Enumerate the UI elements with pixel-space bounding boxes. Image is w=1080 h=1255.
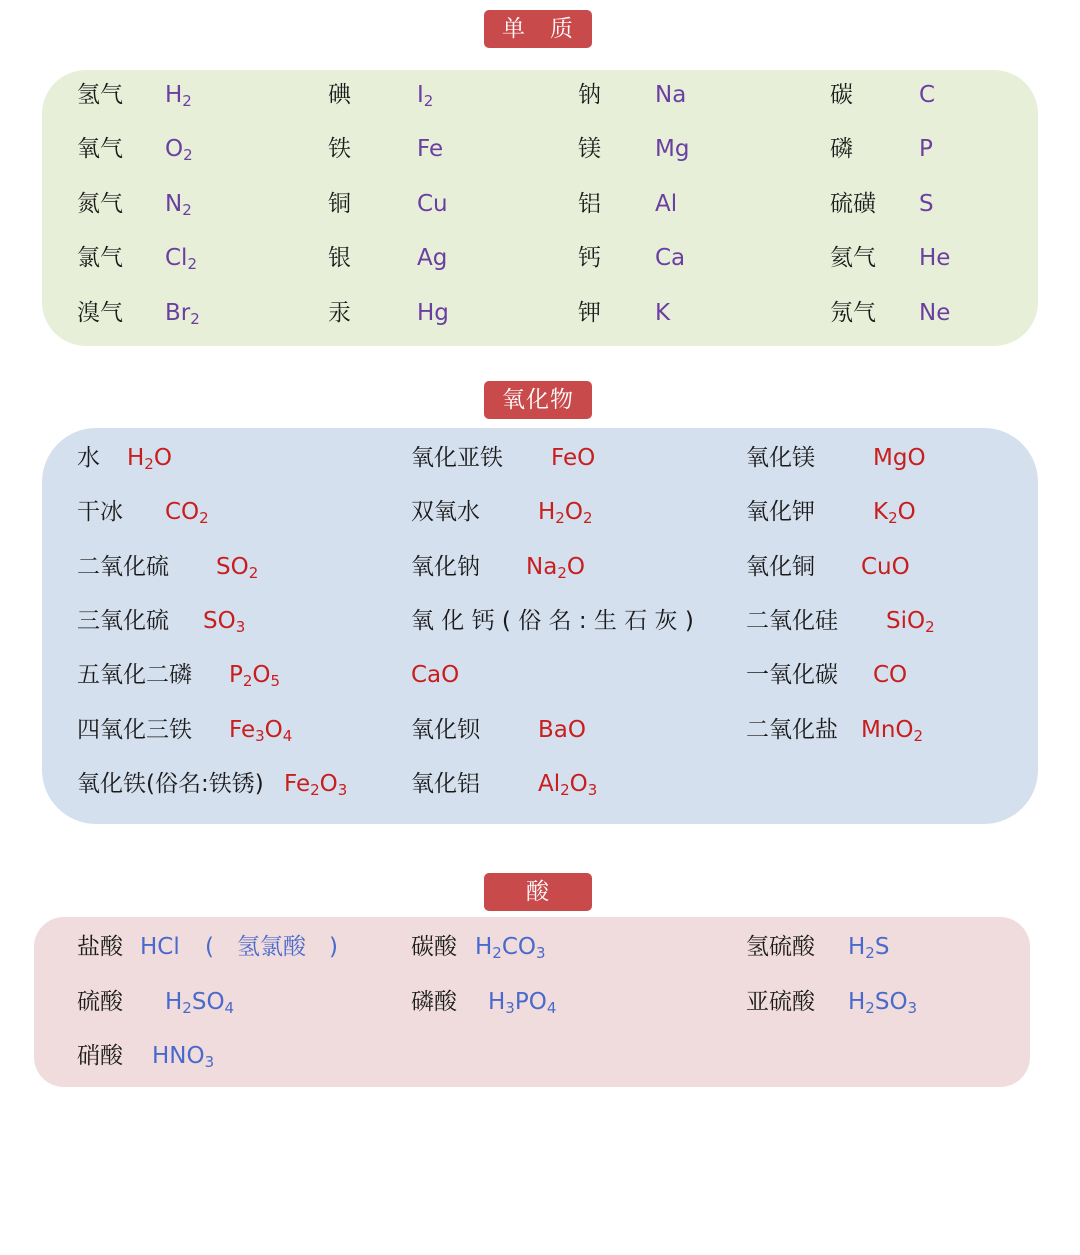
acid-name: 磷酸 [411, 989, 457, 1015]
oxide-formula: SiO$_2$ [886, 608, 935, 636]
oxide-formula: CaO [411, 662, 460, 688]
oxide-name: 氧 化 钙 ( 俗 名 : 生 石 灰 ) [411, 608, 694, 634]
acid-name: 碳酸 [411, 934, 457, 960]
element-formula: $Br_2$ [165, 300, 200, 328]
element-name: 氖气 [830, 300, 876, 326]
oxides-section-title: 氧化物 [484, 381, 592, 419]
element-name: 银 [328, 245, 351, 271]
element-formula: $Cl_2$ [165, 245, 197, 273]
oxide-formula: MgO [873, 445, 926, 471]
element-formula: P [919, 136, 933, 162]
element-formula: K [655, 300, 671, 326]
element-formula: Ag [417, 245, 448, 271]
oxide-name: 氧化镁 [746, 445, 815, 471]
oxide-formula: CuO [861, 554, 910, 580]
element-name: 钾 [578, 300, 601, 326]
oxide-name: 二氧化硅 [746, 608, 838, 634]
oxide-name: 氧化铝 [411, 771, 480, 797]
acid-alias: ( 氢氯酸 ) [205, 934, 338, 960]
element-name: 碘 [328, 82, 351, 108]
element-formula: Na [655, 82, 687, 108]
acid-name: 硝酸 [77, 1043, 123, 1069]
oxide-formula: CO [873, 662, 908, 688]
element-formula: Al [655, 191, 678, 217]
element-formula: $O_2$ [165, 136, 193, 164]
oxide-formula: $H_2O$ [127, 445, 172, 473]
element-name: 铝 [578, 191, 601, 217]
oxide-name: 四氧化三铁 [77, 717, 192, 743]
element-name: 磷 [830, 136, 853, 162]
oxide-formula: $Al_2O_3$ [538, 771, 598, 799]
element-formula: Fe [417, 136, 444, 162]
oxide-name: 氧化亚铁 [411, 445, 503, 471]
oxide-name: 氧化铁(俗名:铁锈) [77, 771, 264, 797]
acid-name: 氢硫酸 [746, 934, 815, 960]
oxide-name: 氧化铜 [746, 554, 815, 580]
acid-name: 硫酸 [77, 989, 123, 1015]
element-formula: Hg [417, 300, 449, 326]
element-name: 铜 [328, 191, 351, 217]
oxide-formula: MnO$_2$ [861, 717, 924, 745]
oxide-name: 二氧化硫 [77, 554, 169, 580]
acid-formula: $H_2SO_4$ [165, 989, 235, 1017]
oxide-formula: $Fe_2O_3$ [284, 771, 348, 799]
oxide-formula: $Fe_3O_4$ [229, 717, 293, 745]
element-name: 氦气 [830, 245, 876, 271]
element-name: 硫磺 [830, 191, 876, 217]
acid-formula: HCl [140, 934, 180, 960]
element-name: 氯气 [77, 245, 123, 271]
element-formula: Ne [919, 300, 951, 326]
element-formula: Cu [417, 191, 448, 217]
oxide-name: 一氧化碳 [746, 662, 838, 688]
element-formula: $I_2$ [417, 82, 434, 110]
element-name: 镁 [578, 136, 601, 162]
oxide-formula: $K_2O$ [873, 499, 916, 527]
oxide-name: 二氧化盐 [746, 717, 838, 743]
element-formula: Mg [655, 136, 690, 162]
element-name: 钠 [578, 82, 601, 108]
acid-formula: $HNO_3$ [152, 1043, 215, 1071]
oxide-name: 三氧化硫 [77, 608, 169, 634]
acid-name: 亚硫酸 [746, 989, 815, 1015]
oxide-name: 水 [77, 445, 100, 471]
element-name: 溴气 [77, 300, 123, 326]
oxide-name: 干冰 [77, 499, 123, 525]
acid-name: 盐酸 [77, 934, 123, 960]
element-name: 氮气 [77, 191, 123, 217]
oxide-name: 五氧化二磷 [77, 662, 192, 688]
oxide-formula: $Na_2O$ [526, 554, 585, 582]
acid-formula: $H_2SO_3$ [848, 989, 918, 1017]
acid-formula: $H_2S$ [848, 934, 890, 962]
oxide-formula: FeO [551, 445, 596, 471]
element-name: 钙 [578, 245, 601, 271]
element-name: 汞 [328, 300, 351, 326]
acid-formula: $H_2CO_3$ [475, 934, 546, 962]
element-name: 氢气 [77, 82, 123, 108]
element-formula: $H_2$ [165, 82, 192, 110]
elements-section-title: 单 质 [484, 10, 592, 48]
oxide-name: 氧化钾 [746, 499, 815, 525]
oxide-formula: $P_2O_5$ [229, 662, 281, 690]
element-formula: He [919, 245, 951, 271]
element-name: 氧气 [77, 136, 123, 162]
oxide-name: 双氧水 [411, 499, 480, 525]
element-formula: C [919, 82, 936, 108]
oxide-formula: $H_2O_2$ [538, 499, 593, 527]
oxide-formula: $SO_3$ [203, 608, 246, 636]
oxide-name: 氧化钠 [411, 554, 480, 580]
oxide-formula: $CO_2$ [165, 499, 209, 527]
oxide-formula: BaO [538, 717, 586, 743]
oxide-formula: $SO_2$ [216, 554, 259, 582]
element-name: 碳 [830, 82, 853, 108]
oxide-name: 氧化钡 [411, 717, 480, 743]
element-formula: Ca [655, 245, 686, 271]
element-formula: S [919, 191, 934, 217]
acids-section-title: 酸 [484, 873, 592, 911]
element-formula: $N_2$ [165, 191, 192, 219]
element-name: 铁 [328, 136, 351, 162]
acid-formula: $H_3PO_4$ [488, 989, 557, 1017]
